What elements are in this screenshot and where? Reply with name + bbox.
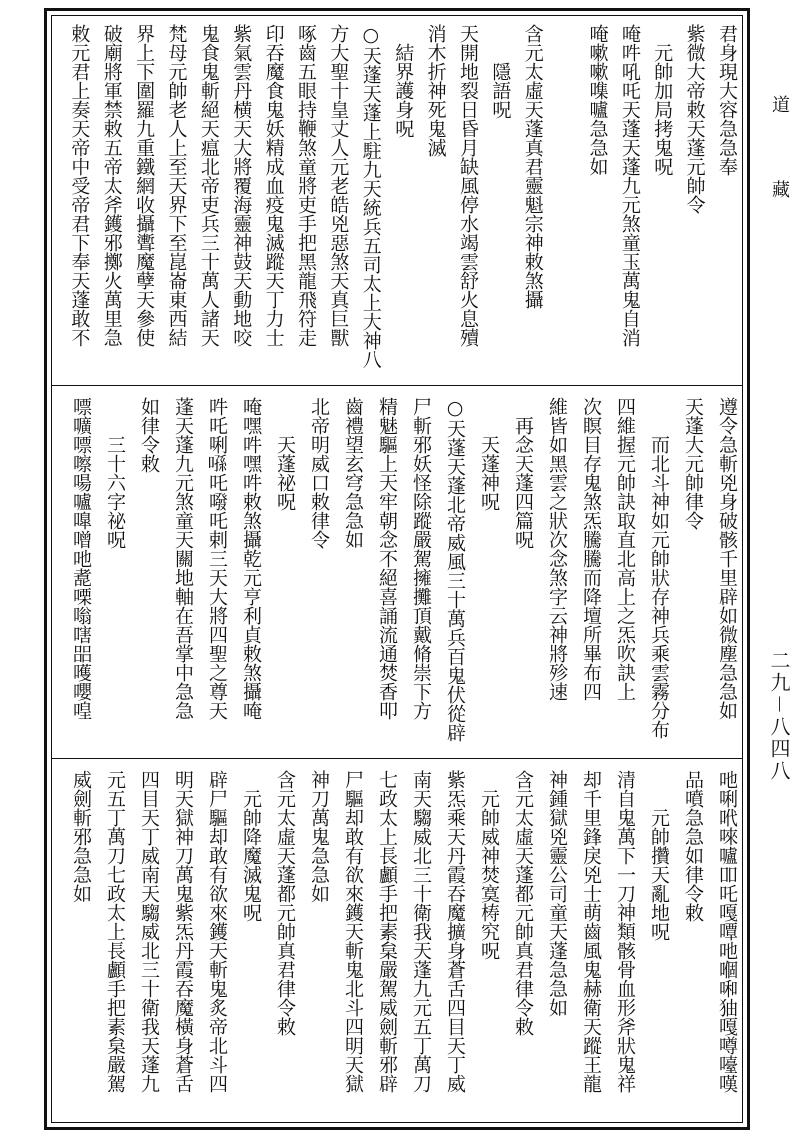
text-column: 吔唎𠰺唻嚧吅吒嘎嘾吔嗰啝㹨嘎噂㘆嘆 (716, 770, 738, 1093)
text-column: 尸驅却敢有欲來鑊天斬鬼北斗四明天獄 (342, 770, 364, 1093)
text-column: 維皆如黑雲之狀次念煞字云神將殄速 (546, 397, 568, 701)
text-column: 北帝明威口敕律令 (308, 397, 330, 549)
text-column: 天蓬神呪 (478, 397, 500, 511)
page-frame-inner (51, 15, 743, 1123)
text-column: ○天蓬天蓬北帝威風三十萬兵百鬼伏從辟 (444, 397, 466, 742)
text-column: 唵吽吼吒天蓬天蓬九元煞童玉萬鬼自消 (618, 24, 641, 347)
text-column: 神刀萬鬼急急如 (308, 770, 330, 903)
text-column: 天蓬祕呪 (274, 397, 296, 511)
text-column: 次瞑目存鬼煞炁騰騰而降壇所畢布四 (580, 397, 602, 701)
text-column: 結界護身呪 (392, 24, 415, 138)
text-column: 威劍斬邪急急如 (70, 770, 92, 903)
text-column: 元帥降魔滅鬼呪 (240, 770, 262, 922)
text-column: 含元太虛天蓬都元帥真君律令敕 (512, 770, 534, 1036)
text-column: 齒禮望玄穹急急如 (342, 397, 364, 549)
page-frame (44, 8, 750, 1130)
text-column: 天開地裂日昏月缺風停水竭雲舒火息殰 (456, 24, 479, 347)
page-number: 二九－八四八 (767, 650, 791, 782)
text-column (552, 24, 578, 380)
text-register-middle (52, 397, 742, 753)
text-column: 唵嗽嗽㗱嚧急急如 (586, 24, 609, 176)
text-column: 天蓬大元帥律令 (682, 397, 704, 530)
register-divider-2 (52, 758, 742, 759)
margin-title-top: 道 (769, 95, 790, 119)
text-column: 元五丁萬刀七政太上長顱手把素枲嚴駕 (104, 770, 126, 1093)
text-column: 精魅驅上天牢朝念不絕喜誦流通焚香叩 (376, 397, 398, 720)
text-column: 三十六字祕呪 (104, 397, 126, 549)
text-column: 明天獄神刀萬鬼紫炁丹霞吞魔橫身蒼舌 (172, 770, 194, 1093)
text-column: 四維握元帥訣取直北高上之炁吹訣上 (614, 397, 636, 701)
text-column: 再念天蓬四篇呪 (512, 397, 534, 549)
text-column: 四目天丁威南天騶威北三十衛我天蓬九 (138, 770, 160, 1093)
text-column: 紫微大帝敕天蓬元帥令 (683, 24, 706, 214)
text-column: 紫炁乘天丹霞吞魔擴身蒼舌四目天丁威 (444, 770, 466, 1093)
text-column: 辟尸驅却敢有欲來鑊天斬鬼炙帝北斗四 (206, 770, 228, 1093)
text-column: 界上下圍羅九重鐵網收攝聻魔孽天參使 (133, 24, 156, 347)
text-column: 隱語呪 (489, 24, 512, 119)
text-column: 元帥加局拷鬼呪 (651, 24, 674, 176)
text-column: 方大聖十皇丈人元老皓兇惡煞天真巨獸 (327, 24, 350, 347)
text-column: 南天騶威北三十衛我天蓬九元五丁萬刀 (410, 770, 432, 1093)
text-column: 如律令敕 (138, 397, 160, 473)
text-column: 含元太虛天蓬真君靈魁宗神敕煞攝 (521, 24, 544, 309)
text-column: 吽吒唎𠹀吒㗶吒剌三天大將四聖之尊天 (206, 397, 228, 720)
text-column: 敕元君上奏天帝中受帝君下奉天蓬敢不 (68, 24, 91, 347)
margin-title-bottom: 藏 (769, 180, 790, 204)
text-column: 尸斬邪妖怪除蹤嚴駕擁攤頂戴脩崇下方 (410, 397, 432, 720)
text-column: 唵嘿吽嘿吽敕煞攝乾元亨利貞敕煞攝唵 (240, 397, 262, 720)
text-column: 嘌嚝嘌嚓啺嚧嘷噌吔㗯㗚嗡嗐㗊嚄嚶喤 (70, 397, 92, 720)
text-column: 元帥威神焚寞梼究呪 (478, 770, 500, 960)
text-column: 消木折神死鬼滅 (424, 24, 447, 157)
text-column: 而北斗神如元帥狀存神兵乘雲霧分布 (648, 397, 670, 739)
text-column: 却千里鋒戾兇士萌齒風鬼赫衛天蹤王龍 (580, 770, 602, 1093)
text-register-top (52, 24, 742, 380)
text-column: 紫氣雲丹横天大將覆海靈神鼓天動地咬 (230, 24, 253, 347)
text-column: 鬼食鬼斬絕天瘟北帝吏兵三十萬人諸天 (197, 24, 220, 347)
text-column: 遵令急斬兇身破骸千里辟如微塵急急如 (716, 397, 738, 720)
text-column: 蓬天蓬九元煞童天關地軸在吾掌中急急 (172, 397, 194, 720)
text-column: 印吞魔食鬼妖精成血疫鬼滅蹤天丁力士 (262, 24, 285, 347)
text-column: 神鍾獄兇靈公司童天蓬急急如 (546, 770, 568, 1017)
text-column: 啄齒五眼持鞭煞童將吏手把黑龍飛符走 (295, 24, 318, 347)
text-column: 元帥攢天亂地呪 (648, 770, 670, 941)
register-divider-1 (52, 385, 742, 386)
text-column: 品噴急急如律令敕 (682, 770, 704, 922)
text-column: ○天蓬天蓬上駐九天統兵五司太上大神八 (359, 24, 382, 369)
text-register-bottom (52, 770, 742, 1126)
text-column: 君身現大容急急奉 (716, 24, 738, 176)
text-column: 梵母元帥老人上至天界下至崑崙東西結 (165, 24, 188, 347)
text-column: 清自鬼萬下一刀神類骸骨血形斧狀鬼祥 (614, 770, 636, 1093)
text-column: 七政太上長顱手把素枲嚴駕威劍斬邪辟 (376, 770, 398, 1093)
text-column: 破廟將軍禁敕五帝太斧鑊邪擲火萬里急 (100, 24, 123, 347)
text-column: 含元太虛天蓬都元帥真君律令敕 (274, 770, 296, 1036)
